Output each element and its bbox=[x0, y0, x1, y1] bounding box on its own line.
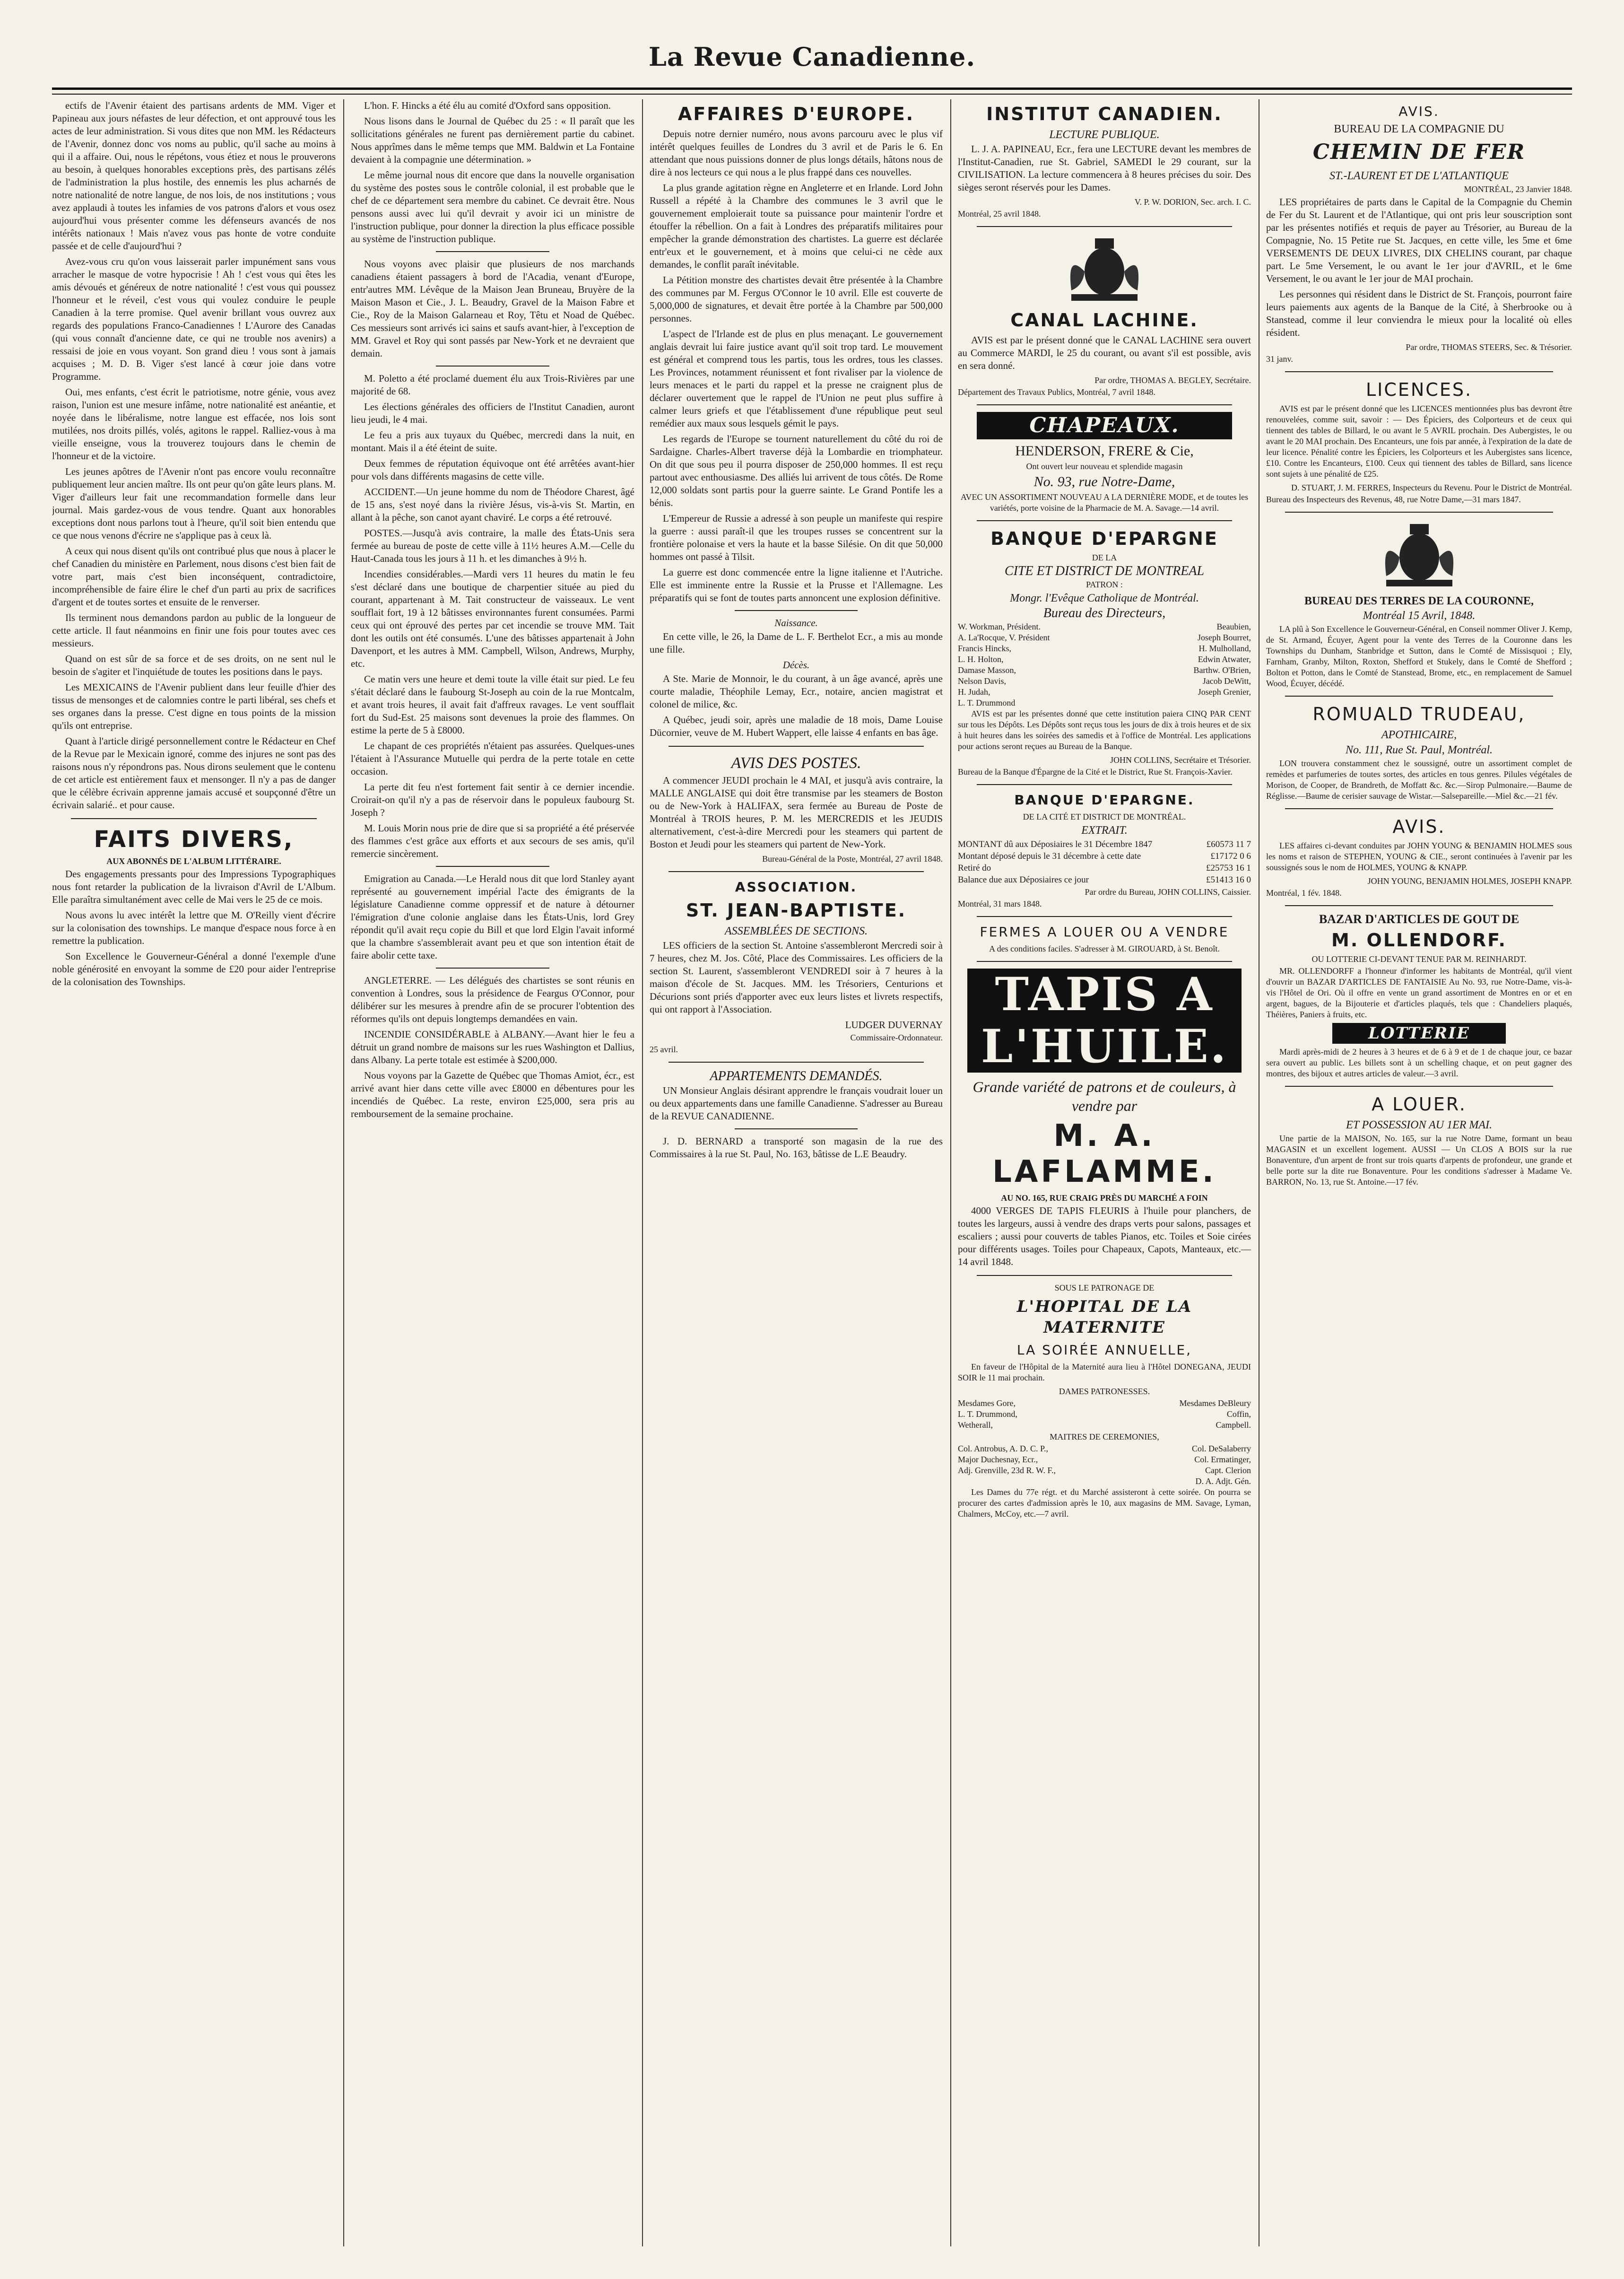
appartements-heading: APPARTEMENTS DEMANDÉS. bbox=[710, 1069, 883, 1083]
article-paragraph: L'aspect de l'Irlande est de plus en plus menaçant. Le gouvernement anglais devrait lui faire justice avant qu'il soit trop tard. Le mouvement est général et comprend tous les partis, tous les ordres, tous les classes. Les Provinces, notamment réunissent et font rivaliser par la violence de leurs menaces et le parti du rappel et la presse ne craignent plus de déclarer ouvertement que le rappel de l'Union ne peut plus suffire à calmer leurs griefs et que l'établissement d'une république peut seul remédier aux maux sous lesquels gémit le pays. bbox=[650, 328, 943, 429]
divider bbox=[669, 1062, 924, 1063]
chapeaux-text: AVEC UN ASSORTIMENT NOUVEAU A LA DERNIÈRE MODE, et de toutes les variétés, porte voisine de la Pharmacie de M. A. Savage.—14 avril. bbox=[960, 492, 1249, 513]
list-item: L. T. Drummond bbox=[958, 698, 1016, 707]
article-paragraph: M. Poletto a été proclamé duement élu aux Trois-Rivières par une majorité de 68. bbox=[351, 373, 634, 397]
list-item: Adj. Grenville, 23d R. W. F., Capt. Clerion bbox=[958, 1466, 1251, 1475]
column-1 bbox=[52, 99, 336, 2246]
column-rule bbox=[950, 99, 951, 2246]
article-paragraph: Quand on est sûr de sa force et de ses droits, on ne sent nul le besoin de s'agiter et l'inquiétude de toutes les positions dans le pays. bbox=[52, 653, 336, 677]
notice-text: LES officiers de la section St. Antoine s'assembleront Mercredi soir à 7 heures, chez M. Jos. Côté, Place des Commissaires. Les officiers de la section St. Laurent, s'assembleront VENDREDI soir à 7 heures à la maison d'école de St. Jacques. MM. les Trésoriers, Centurions et Décurions sont priés d'apporter avec eux leurs listes et livrets respectifs, qui ont rapport à l'Association. bbox=[650, 940, 943, 1015]
tapis-address: AU NO. 165, RUE CRAIG PRÈS DU MARCHÉ A FOIN bbox=[1001, 1193, 1208, 1203]
romuald-address: No. 111, Rue St. Paul, Montréal. bbox=[1345, 744, 1493, 756]
chemin-de-fer-heading: CHEMIN DE FER bbox=[1312, 140, 1526, 164]
notice-text: MR. OLLENDORFF a l'honneur d'informer les habitants de Montréal, qu'il vient d'ouvrir un BAZAR D'ARTICLES DE FANTAISIE Au No. 93, rue Notre-Dame, vis-à-vis l'Hôtel de Ori. Où il offre en vente un grand assortiment de Montres en or et en argent, bagues, de la Bijouterie et d'articles plaqués, tels que : Chandeliers plaqués, Théières, Paniers à fruits, etc. bbox=[1266, 966, 1572, 1019]
article-paragraph: Ils terminent nous demandons pardon au public de la longueur de cette article. Il faut néanmoins en finir une fois pour toutes avec ces messieurs. bbox=[52, 612, 336, 649]
divider bbox=[436, 968, 549, 969]
article-paragraph: INCENDIE CONSIDÉRABLE à ALBANY.—Avant hier le feu a détruit un grand nombre de maisons sur les rues Washington et Dallius, dans Albany. La perte totale est estimée à $200,000. bbox=[351, 1029, 634, 1065]
stjb-subheading: ASSEMBLÉES DE SECTIONS. bbox=[725, 925, 868, 937]
canal-heading: CANAL LACHINE. bbox=[1010, 310, 1198, 331]
notice-text: En faveur de l'Hôpital de la Maternité aura lieu à l'Hôtel DONEGANA, JEUDI SOIR le 11 mai prochain. bbox=[958, 1362, 1251, 1382]
notice-text: LA plû à Son Excellence le Gouverneur-Général, en Conseil nommer Oliver J. Kemp, de St. Armand, Écuyer, Agent pour la vente des Terres de la Couronne dans les Townships du Dunham, Stanbridge et Sutton, dans le Comté de Missisquoi ; Ely, Farnham, Granby, Milton, Roxton, Shefford et Stukely, dans le Comté de Shefford ; Bolton et Potton, dans le Comté de Stanstead, Brome, etc., en remplacement de Samuel Wood, Écuyer, décédé. bbox=[1266, 624, 1572, 688]
directors-list bbox=[958, 621, 1251, 708]
notice-text: AVIS est par les présentes donné que cette institution paiera CINQ PAR CENT sur tous les Dépôts. Les Dépôts sont reçus tous les jours de dix à trois heures et de six à huit heures dans les soirées des samedis et à l'office de Montréal. Les applications pour actions seront reçues au Bureau de la Banque. bbox=[958, 709, 1251, 751]
divider bbox=[735, 610, 858, 611]
faits-subheading: AUX ABONNÉS DE L'ALBUM LITTÉRAIRE. bbox=[106, 856, 281, 866]
newspaper-title: La Revue Canadienne. bbox=[648, 42, 976, 72]
divider bbox=[1285, 905, 1553, 906]
list-item: H. Judah, Joseph Grenier, bbox=[958, 687, 1251, 697]
list-item: Damase Masson, Barthw. O'Brien, bbox=[958, 665, 1251, 675]
chapeaux-text: Ont ouvert leur nouveau et splendide magasin bbox=[1026, 462, 1183, 471]
article-paragraph: Le chapant de ces propriétés n'étaient pas assurées. Quelques-unes l'étaient à l'Assurance Mutuelle qui perdra de la perte totale en cette occasion. bbox=[351, 740, 634, 777]
notice-text: UN Monsieur Anglais désirant apprendre le français voudrait louer un ou deux appartements dans une famille Canadienne. S'adresser au Bureau de la REVUE CANADIENNE. bbox=[650, 1085, 943, 1122]
article-paragraph: ectifs de l'Avenir étaient des partisans ardents de MM. Viger et Papineau aux jours néfastes de leur défection, et ont approuvé tous les actes de leur administration. Si vous dites que non MM. les Rédacteurs de l'Avenir, donnez donc vos noms au public, qu'il sache au moins à qui il a affaire. Oui, nous le répétons, vous étiez et nous le prouverons au besoin, à quelques honorables exceptions près, des partisans zélés de l'administration la plus hostile, des ennemis les plus acharnés de notre nationalité de notre langue, de nos lois, de nos institutions ; vous avez applaudi à toutes les infamies de vos patrons d'alors et vous osez aujourd'hui vous présenter comme les défenseurs avancés de nos intérêts nationaux ! Mais n'avez vous pas honte de votre conduite passée et de celle d'aujourd'hui ? bbox=[52, 100, 336, 252]
notice-text: 4000 VERGES DE TAPIS FLEURIS à l'huile pour planchers, de toutes les largeurs, aussi à vendre des draps verts pour salons, passages et escaliers ; aussi pour couverts de tables Pianos, etc. Toiles et Soie cirées pour différents usages. Toiles pour Chapeaux, Capots, Manteaux, etc.—14 avril 1848. bbox=[958, 1205, 1251, 1267]
notice-signature: Par ordre du Bureau, JOHN COLLINS, Caissier. bbox=[1085, 887, 1251, 897]
article-paragraph: Ce matin vers une heure et demi toute la ville était sur pied. Le feu s'était déclaré dans le faubourg St-Joseph au coin de la rue Montcalm, et avant trois heures, il avait fait d'affreux ravages. Le vent soufflait fort du Sud-Est. 25 maisons sont devenues la proie des flammes. On estime la perte de 5 à £8000. bbox=[351, 673, 634, 736]
avis2-heading: AVIS. bbox=[1392, 816, 1446, 837]
dames-list bbox=[958, 1398, 1251, 1431]
notice-date: Département des Travaux Publics, Montréal, 7 avril 1848. bbox=[958, 387, 1155, 397]
notice-date: Montréal, 31 mars 1848. bbox=[958, 899, 1042, 908]
list-item: A. La'Rocque, V. Président Joseph Bourret, bbox=[958, 633, 1251, 642]
article-paragraph: Le feu a pris aux tuyaux du Québec, mercredi dans la nuit, en montant. Mais il a été éteint de suite. bbox=[351, 429, 634, 454]
banque-patron-label: PATRON : bbox=[1086, 580, 1123, 589]
ollendorf-name: M. OLLENDORF. bbox=[1331, 930, 1507, 951]
banque-of: DE LA bbox=[1092, 553, 1117, 562]
notice-text: LES propriétaires de parts dans le Capital de la Compagnie du Chemin de Fer du St. Laurent et de l'Atlantique, qui ont pris leur souscription sont par les présentes notifiés et requis de payer au Trésorier, au Bureau de la Compagnie, No. 15 Petite rue St. Jacques, en cette ville, les 5me et 6me VERSEMENTS DE DEUX LIVRES, DIX CHELINS courant, par chaque part. Le 5me Versement, le ou avant le 1er jour d'AVRIL, et le 6me Versement, le ou avant le 1er jour de MAI prochain. bbox=[1266, 196, 1572, 284]
notice-signature: LUDGER DUVERNAY bbox=[845, 1019, 943, 1030]
divider bbox=[669, 871, 924, 872]
divider bbox=[1285, 696, 1553, 697]
list-item: Col. Antrobus, A. D. C. P., Col. DeSalaberry bbox=[958, 1444, 1251, 1453]
fermes-text: A des conditions faciles. S'adresser à M. GIROUARD, à St. Benoît. bbox=[989, 944, 1220, 953]
list-item: Mesdames Gore, Mesdames DeBleury bbox=[958, 1398, 1251, 1408]
divider bbox=[977, 784, 1232, 785]
article-paragraph: Nous avons lu avec intérêt la lettre que M. O'Reilly vient d'écrire sur la colonisation des townships. Le manque d'espace nous force à en remettre la publication. bbox=[52, 909, 336, 946]
notice-date: 25 avril. bbox=[650, 1045, 678, 1054]
chapeaux-firm: HENDERSON, FRERE & Cie, bbox=[1015, 443, 1194, 459]
list-item: W. Workman, Président. Beaubien, bbox=[958, 622, 1251, 631]
divider bbox=[977, 1275, 1232, 1276]
avis-heading: AVIS. bbox=[1398, 104, 1440, 119]
soiree-patronage: SOUS LE PATRONAGE DE bbox=[1054, 1283, 1155, 1292]
notice-text: LON trouvera constamment chez le soussigné, outre un assortiment complet de remèdes et parfumeries de toutes sortes, des articles en tous genres. Pilules végétales de Morison, de Cooper, de Brandreth, de Moffatt &c. &c.—Sirop Pulmonaire.—Baume de Réglisse.—Baume de cerisier sauvage de Wistar.—Salsepareille.—Miel &c.—21 fév. bbox=[1266, 759, 1572, 801]
article-paragraph: ANGLETERRE. — Les délégués des chartistes se sont réunis en convention à Londres, sous la présidence de Feargus O'Connor, pour délibérer sur les mesures à prendre afin de se procurer l'obtention des réformes qu'ils ont depuis longtemps demandées en vain. bbox=[351, 975, 634, 1024]
chemin-subheading: ST.-LAURENT ET DE L'ATLANTIQUE bbox=[1329, 170, 1509, 182]
dames-heading: DAMES PATRONESSES. bbox=[1059, 1387, 1150, 1396]
association-heading: ASSOCIATION. bbox=[735, 879, 858, 895]
column-4 bbox=[958, 99, 1251, 2246]
masthead-rule bbox=[52, 87, 1572, 95]
list-item: Major Duchesnay, Ecr., Col. Ermatinger, bbox=[958, 1455, 1251, 1464]
divider bbox=[669, 746, 924, 747]
article-paragraph: M. Louis Morin nous prie de dire que si sa propriété a été préservée des flammes c'est grâce aux efforts et aux secours de ses amis, qu'il remercie sincèrement. bbox=[351, 822, 634, 859]
list-item: Wetherall, Campbell. bbox=[958, 1420, 1251, 1430]
article-paragraph: La plus grande agitation règne en Angleterre et en Irlande. Lord John Russell a répété à la Chambre des communes le 3 avril que le gouvernement emploierait toute sa puissance pour maintenir l'ordre et étouffer la rébellion. On a fait à Londres des préparatifs militaires pour empêcher la grande démonstration des chartistes. La guerre est déclarée entr'eux et le gouvernement, et à moins que celui-ci ne cède aux demandes, le conflit paraît inévitable. bbox=[650, 182, 943, 270]
bureau-line: BUREAU DE LA COMPAGNIE DU bbox=[1334, 123, 1504, 135]
terres-date: Montréal 15 Avril, 1848. bbox=[1363, 610, 1476, 622]
terres-heading: BUREAU DES TERRES DE LA COURONNE, bbox=[1304, 595, 1534, 607]
notice-signature: D. STUART, J. M. FERRES, Inspecteurs du Revenu. Pour le District de Montréal. bbox=[1291, 483, 1572, 492]
article-paragraph: En cette ville, le 26, la Dame de L. F. Berthelot Ecr., a mis au monde une fille. bbox=[650, 631, 943, 655]
list-item: L. T. Drummond, Coffin, bbox=[958, 1409, 1251, 1419]
article-paragraph: POSTES.—Jusqu'à avis contraire, la malle des États-Unis sera fermée au bureau de poste de cette ville à 11½ heures A.M.—Celle du Haut-Canada tous les jours à 11 h. et les dimanches à 9½ h. bbox=[351, 527, 634, 564]
divider bbox=[977, 520, 1232, 521]
affaires-europe-heading: AFFAIRES D'EUROPE. bbox=[677, 104, 915, 124]
notice-signature: Par ordre, THOMAS STEERS, Sec. & Trésorier. bbox=[1406, 342, 1572, 352]
notice-text: AVIS est par le présent donné que le CANAL LACHINE sera ouvert au Commerce MARDI, le 25 du courant, ou avant s'il est possible, avis en sera donné. bbox=[958, 334, 1251, 371]
list-item: D. A. Adjt. Gén. bbox=[1195, 1476, 1251, 1486]
stjb-heading: ST. JEAN-BAPTISTE. bbox=[686, 900, 907, 921]
article-paragraph: Quant à l'article dirigé personnellement contre le Rédacteur en Chef de la Revue par le Mexicain ignoré, comme des injures ne sont pas des raisons nous n'y répondrons pas. Nous dirons seulement que le contenu de cet article est entièrement faux et mensonger. Il n'y a pas de danger que le célèbre écrivain apprenne jamais accusé et soupçonné d'être un écrivain salarié.. et pour cause. bbox=[52, 735, 336, 811]
list-item: Nelson Davis, Jacob DeWitt, bbox=[958, 676, 1251, 686]
article-paragraph: Emigration au Canada.—Le Herald nous dit que lord Stanley ayant représenté au gouvernement impérial l'acte des émigrants de la législature Canadienne comme oppressif et de nature à détourner l'émigration d'une colonie anglaise dans les États-Unis, lord Grey répondit qu'il avait reçu copie du Bill et que lord Elgin l'avait informé que la chambre s'assemblerait avant peu et que son intention était de faire abolir cette taxe. bbox=[351, 873, 634, 961]
laflamme-name: M. A. LAFLAMME. bbox=[992, 1118, 1216, 1189]
columns bbox=[52, 99, 1572, 2246]
divider bbox=[1285, 371, 1553, 372]
maitres-list bbox=[958, 1443, 1251, 1487]
notice-text: Les personnes qui résident dans le District de St. François, pourront faire leurs paiements aux agents de la Banque de la Cité, à Sherbrooke ou à Stanstead, comme il leur conviendra le mieux pour la localité où elles résident. bbox=[1266, 288, 1572, 338]
divider bbox=[436, 866, 549, 867]
article-paragraph: La guerre est donc commencée entre la ligne italienne et l'Autriche. Elle est imminente entre la Russie et la Prusse et l'Allemagne. Les préparatifs qui se font de toutes parts annoncent une explosion définitive. bbox=[650, 567, 943, 603]
article-paragraph: La perte dit feu n'est fortement fait sentir à ce dernier incendie. Croirait-on qu'il n'y a pas de réservoir dans le populeux faubourg St. Joseph ? bbox=[351, 781, 634, 818]
bazar-subheading: OU LOTTERIE CI-DEVANT TENUE PAR M. REINHARDT. bbox=[1311, 954, 1527, 964]
divider bbox=[71, 818, 317, 819]
article-paragraph: Les MEXICAINS de l'Avenir publient dans leur feuille d'hier des tissus de mensonges et de calomnies contre le parti libéral, ses chefs et ses organes dans la presse. C'est digne en tous points de la mission qu'ils ont entreprise. bbox=[52, 681, 336, 731]
article-paragraph: A ceux qui nous disent qu'ils ont contribué plus que nous à placer le chef Canadien du ministère en Parlement, nous disons c'est bien fait de votre part, mais c'est bien inconséquent, contradictoire, incompréhensible de faire élire le chef d'un parti au prix de sacrifices d'argent et de toutes sortes et ensuite de le renverser. bbox=[52, 545, 336, 608]
table-row: Balance due aux Déposiaires ce jour £51413 16 0 bbox=[958, 875, 1251, 885]
notice-text: Mardi après-midi de 2 heures à 3 heures et de 6 à 9 et de 1 de chaque jour, ce bazar sera ouvert au public. Les billets sont à un schelling chaque, et on peut gagner des montres, des bijoux et autres articles de valeur.—3 avril. bbox=[1266, 1047, 1572, 1078]
tapis-subheading: Grande variété de patrons et de couleurs, à vendre par bbox=[973, 1078, 1236, 1114]
notice-signature: Par ordre, THOMAS A. BEGLEY, Secrétaire. bbox=[1094, 375, 1251, 385]
chapeaux-address: No. 93, rue Notre-Dame, bbox=[1033, 474, 1175, 489]
divider bbox=[1285, 808, 1553, 809]
column-3 bbox=[650, 99, 943, 2246]
notice-address: Bureau des Inspecteurs des Revenus, 48, rue Notre Dame,—31 mars 1847. bbox=[1266, 495, 1521, 504]
table-row: Montant déposé depuis le 31 décembre à cette date £17172 0 6 bbox=[958, 851, 1251, 861]
notice-signature-title: Commissaire-Ordonnateur. bbox=[850, 1033, 943, 1042]
notice-date: Montréal, 25 avril 1848. bbox=[958, 209, 1041, 218]
article-paragraph: Nous lisons dans le Journal de Québec du 25 : « Il paraît que les sollicitations générales ne furent pas dernièrement partie du cabinet. Nous apprîmes dans le même temps que MM. Baldwin et La Fontaine devaient à la compagnie une détermination. » bbox=[351, 115, 634, 165]
column-rule bbox=[642, 99, 643, 2246]
maternite-heading: L'HOPITAL DE LA MATERNITE bbox=[1016, 1297, 1192, 1337]
banque-bureau: Bureau des Directeurs, bbox=[1043, 606, 1166, 620]
column-2 bbox=[351, 99, 634, 2246]
divider bbox=[977, 226, 1232, 227]
article-paragraph: L'hon. F. Hincks a été élu au comité d'Oxford sans opposition. bbox=[364, 100, 611, 111]
soiree-heading: LA SOIRÉE ANNUELLE, bbox=[1016, 1342, 1192, 1358]
article-paragraph: Le même journal nous dit encore que dans la nouvelle organisation du système des postes sous le contrôle colonial, il est probable que le chef de ce département sera membre du cabinet. Ce devrait être. Nous pensons aussi avec lui qu'il devrait y avoir ici un ministre de l'instruction publique, pour donner la direction la plus efficace possible au système de l'instruction publique. bbox=[351, 169, 634, 244]
royal-arms-icon bbox=[1372, 519, 1467, 590]
article-paragraph: Oui, mes enfants, c'est écrit le patriotisme, notre génie, vous avez raison, l'union est une mesure infâme, notre nationalité est anéantie, et noyée dans le libéralisme, notre langue est effacée, nos lois sont mutilées, nos droits pillés, volés, agitons le rappel. Ralliez-vous à ma vieille enseigne, vous la trouverez toujours dans le chemin de l'honneur et de la victoire. bbox=[52, 386, 336, 462]
article-paragraph: L'Empereur de Russie a adressé à son peuple un manifeste qui respire la guerre : aussi paraît-il que les troupes russes se concentrent sur la frontière polonaise et vers la haute et la basse Silésie. On dit que 50,000 hommes ont passé à Tilsit. bbox=[650, 513, 943, 562]
notice-text: AVIS est par le présent donné que les LICENCES mentionnées plus bas devront être renouvelées, comme suit, savoir : — Des Épiciers, des Colporteurs et de ceux qui tiennent des tables de Billard, le ou avant le 5 AVRIL prochain. Des Aubergistes, le ou avant le 20 MAI prochain. Des Encanteurs, une fois par année, à l'expiration de la date de leur licence. Pénalité contre les Épiciers, les Colporteurs et les Aubergistes sans licence, £10. Contre les Encanteurs, £100. Ceux qui tiennent des tables de Billard, sans licence sont sujets à une pénalité de £25. bbox=[1266, 404, 1572, 479]
notice-text: J. D. BERNARD a transporté son magasin de la rue des Commissaires à la rue St. Paul, No. 163, bâtisse de L.E Beaudry. bbox=[650, 1135, 943, 1160]
divider bbox=[1285, 1086, 1553, 1087]
article-paragraph: La Pétition monstre des chartistes devait être présentée à la Chambre des communes par M. Fergus O'Connor le 10 avril. Elle est couverte de 5,000,000 de signatures, et devait être portée à la Chambre par 500,000 personnes. bbox=[650, 274, 943, 324]
romuald-name: ROMUALD TRUDEAU, bbox=[1312, 704, 1526, 725]
notice-signature: V. P. W. DORION, Sec. arch. I. C. bbox=[1134, 197, 1251, 207]
article-paragraph: Son Excellence le Gouverneur-Général a donné l'exemple d'une noble générosité en envoyant la somme de £20 pour aider l'entreprise de la colonisation des Townships. bbox=[52, 951, 336, 987]
notice-date: 31 janv. bbox=[1266, 354, 1293, 364]
masthead bbox=[52, 28, 1572, 85]
notice-text: A commencer JEUDI prochain le 4 MAI, et jusqu'à avis contraire, la MALLE ANGLAISE qui doit être transmise par les steamers de Boston ou de New-York à HALIFAX, sera fermée au Bureau de Poste de Montréal à TROIS heures, P. M. les MERCREDIS et les JEUDIS alternativement, c'est-à-dire Mercredi pour les steamers qui partent de Boston et Jeudi pour les steamers qui partent de New-York. bbox=[650, 775, 943, 850]
notice-date: Montréal, 1 fév. 1848. bbox=[1266, 888, 1342, 898]
banque2-subheading: DE LA CITÉ ET DISTRICT DE MONTRÉAL. bbox=[1023, 812, 1186, 821]
column-5 bbox=[1266, 99, 1572, 2246]
list-item: L. H. Holton, Edwin Atwater, bbox=[958, 655, 1251, 664]
notice-signature: Bureau-Général de la Poste, Montréal, 27 avril 1848. bbox=[762, 854, 943, 864]
bazar-heading: BAZAR D'ARTICLES DE GOUT DE bbox=[1319, 912, 1520, 926]
article-paragraph: Incendies considérables.—Mardi vers 11 heures du matin le feu s'est déclaré dans une boutique de charpentier située au pied du courant, appartenant à M. Tait constructeur de vaisseaux. Le vent soufflait fort, 19 à 12 bâtisses environnantes furent consumées. Parmi ceux qui ont éprouvé des pertes par cet incendie se trouve MM. Tait dont les outils ont été consumés. L'une des bâtisses appartenait à John Davenport, et les autres à MM. Campbell, Wilson, Andrews, Murphy, etc. bbox=[351, 568, 634, 669]
institut-heading: INSTITUT CANADIEN. bbox=[986, 104, 1223, 124]
article-paragraph: Les élections générales des officiers de l'Institut Canadien, auront lieu jeudi, le 4 mai. bbox=[351, 401, 634, 425]
article-paragraph: Avez-vous cru qu'on vous laisserait parler impunément sans vous arracher le masque de votre hypocrisie ! Ah ! c'est vous qui êtes les amis dévoués et généreux de notre nationalité ! c'est vous qui poussez l'honneur et le réveil, c'est vous qui voulez conduire le peuple Canadien à la terre promise. Quel avenir brillant vous ouvrez aux regards des populations Franco-Canadiennes ! L'Aurore des Canadas (qui vous connaît d'ancienne date, ce qui ne trouble nos avenirs) a ressaisi de joie en vous voyant. Son grand dieu ! vous sont à jamais acquises ; M. D. B. Viger s'est lancé à cœur joie dans votre Programme. bbox=[52, 256, 336, 382]
article-paragraph: ACCIDENT.—Un jeune homme du nom de Théodore Charest, âgé de 15 ans, s'est noyé dans la rivière Jésus, vis-à-vis St. Martin, en allant à la pêche, son canot ayant chaviré. Le corps a été retrouvé. bbox=[351, 486, 634, 523]
naissance-heading: Naissance. bbox=[774, 617, 818, 629]
banque2-heading: BANQUE D'EPARGNE. bbox=[1014, 792, 1195, 808]
divider bbox=[436, 366, 549, 367]
divider bbox=[436, 251, 549, 252]
divider bbox=[977, 916, 1232, 917]
notice-date: MONTRÉAL, 23 Janvier 1848. bbox=[1464, 184, 1572, 194]
article-paragraph: A Québec, jeudi soir, après une maladie de 18 mois, Dame Louise Dücornier, veuve de M. Hubert Wappert, elle laisse 4 enfants en bas âge. bbox=[650, 714, 943, 738]
loterie-heading: LOTTERIE bbox=[1332, 1023, 1506, 1044]
article-paragraph: Des engagements pressants pour des Impressions Typographiques nous font retarder la publication de la livraison d'Avril de L'Album. Elle paraîtra simultanément avec celle de Mai vers le 25 de ce mois. bbox=[52, 868, 336, 905]
list-item: Francis Hincks, H. Mulholland, bbox=[958, 644, 1251, 653]
article-paragraph: Depuis notre dernier numéro, nous avons parcouru avec le plus vif intérêt quelques feuilles de Londres du 3 avril et de Paris le 6. En attendant que nous puissions donner de plus longs détails, hâtons nous de dire à nos lecteurs ce qui nous a le plus frappé dans ces nouvelles. bbox=[650, 128, 943, 178]
fermes-heading: FERMES A LOUER OU A VENDRE bbox=[980, 924, 1229, 940]
article-paragraph: Nous voyons avec plaisir que plusieurs de nos marchands canadiens étaient passagers à bord de l'Acadia, venant d'Europe, entr'autres MM. Lévêque de la Maison Jean Bruneau, Bruyère de la Maison Mason et Cie., J. L. Beaudry, Gravel de la Maison Fabre et Cie., Roy de la Maison Galarneau et Roy, Têtu et Noad de Québec. Ces messieurs sont arrivés ici sains et saufs avant-hier, à l'exception de MM. Gravel et Roy qui sont passés par New-York et ne devraient que demain. bbox=[351, 258, 634, 359]
tapis-heading: TAPIS A L'HUILE. bbox=[967, 969, 1242, 1073]
article-paragraph: Les jeunes apôtres de l'Avenir n'ont pas encore voulu reconnaître publiquement leur ancien maître. Ils ont peur qu'on gâte leurs plans. M. Viger d'ailleurs leur fait une recommandation formelle dans leur journal. Mais gardez-vous de vous tendre. Quant aux honorables exceptions dont nous parlons tout à l'heure, qu'il soit bien entendu que ce que nous venons d'écrire ne s'applique pas à ceux là. bbox=[52, 466, 336, 541]
article-paragraph: Nous voyons par la Gazette de Québec que Thomas Amiot, écr., est arrivé avant hier dans cette ville avec £8000 en débentures pour les incendiés de Québec. La reste, environ £25,000, sera pris au remboursement de la semaine prochaine. bbox=[351, 1070, 634, 1119]
royal-arms-icon bbox=[1057, 234, 1152, 305]
column-rule bbox=[343, 99, 344, 2246]
notice-text: Les Dames du 77e régt. et du Marché assisteront à cette soirée. On pourra se procurer des cartes d'admission après le 10, aux magasins de MM. Savage, Lyman, Chalmers, McCoy, etc.—7 avril. bbox=[958, 1487, 1251, 1519]
notice-address: Bureau de la Banque d'Épargne de la Cité et le District, Rue St. François-Xavier. bbox=[958, 767, 1233, 777]
notice-text: LES affaires ci-devant conduites par JOHN YOUNG & BENJAMIN HOLMES sous les noms et raison de STEPHEN, YOUNG & CIE., seront continuées à l'avenir par les soussignés sous le nom de HOLMES, YOUNG & KNAPP. bbox=[1266, 841, 1572, 872]
article-paragraph: Deux femmes de réputation équivoque ont été arrêtées avant-hier pour vols dans différents magasins de cette ville. bbox=[351, 458, 634, 482]
notice-text: Une partie de la MAISON, No. 165, sur la rue Notre Dame, formant un beau MAGASIN et un excellent logement. AUSSI — Un CLOS A BOIS sur la rue Bonaventure, d'un arpent de front sur trois quarts d'arpents de profondeur, une grande et belle porte sur la dite rue Bonaventure. Pour les conditions s'adresser à Madame Ve. BARRON, No. 13, rue St. Antoine.—17 fév. bbox=[1266, 1134, 1572, 1187]
institut-subheading: LECTURE PUBLIQUE. bbox=[1049, 129, 1160, 141]
alouer-subheading: ET POSSESSION AU 1ER MAI. bbox=[1346, 1119, 1493, 1131]
licences-heading: LICENCES. bbox=[1365, 379, 1473, 400]
romuald-title: APOTHICAIRE, bbox=[1381, 729, 1457, 741]
banque2-extrait: EXTRAIT. bbox=[1081, 824, 1128, 837]
divider bbox=[977, 404, 1232, 405]
alouer-heading: A LOUER. bbox=[1372, 1094, 1467, 1115]
newspaper-page bbox=[52, 28, 1572, 2251]
deces-heading: Décès. bbox=[782, 659, 810, 671]
banque-patron: Mongr. l'Evêque Catholique de Montréal. bbox=[1010, 592, 1199, 604]
maitres-heading: MAITRES DE CEREMONIES, bbox=[1050, 1432, 1159, 1441]
banque-city: CITE ET DISTRICT DE MONTREAL bbox=[1004, 564, 1205, 578]
notice-text: L. J. A. PAPINEAU, Ecr., fera une LECTURE devant les membres de l'Institut-Canadien, rue St. Gabriel, SAMEDI le 29 courant, sur la CIVILISATION. La lecture commencera à 8 heures précises du soir. Des sièges seront réservés pour les Dames. bbox=[958, 143, 1251, 193]
article-paragraph: Les regards de l'Europe se tournent naturellement du côté du roi de Sardaigne. Charles-Albert traverse déjà la Lombardie en triomphateur. On dit que sous peu il pourra disposer de 250,000 hommes. Il est reçu partout avec enthousiasme. Des alliés lui arrivent de tous côtés. De Rome 12,000 soldats sont partis pour la guerre sainte. Le Grand Pontife les a bénis. bbox=[650, 433, 943, 508]
table-row: Retiré do £25753 16 1 bbox=[958, 863, 1251, 873]
table-row: MONTANT dû aux Déposiaires le 31 Décembre 1847 £60573 11 7 bbox=[958, 839, 1251, 849]
faits-divers-heading: FAITS DIVERS, bbox=[94, 826, 294, 853]
notice-signature: JOHN COLLINS, Secrétaire et Trésorier. bbox=[1110, 755, 1251, 765]
notice-signature: JOHN YOUNG, BENJAMIN HOLMES, JOSEPH KNAPP. bbox=[1367, 876, 1572, 886]
divider bbox=[977, 961, 1232, 962]
chapeaux-heading: CHAPEAUX. bbox=[977, 412, 1232, 439]
divider bbox=[735, 1128, 858, 1129]
banque-heading: BANQUE D'EPARGNE bbox=[990, 528, 1218, 549]
divider bbox=[1285, 512, 1553, 513]
article-paragraph: A Ste. Marie de Monnoir, le du courant, à un âge avancé, après une courte maladie, Théophile Lemay, Ecr., notaire, ancien magistrat et colonel de milice, &c. bbox=[650, 673, 943, 710]
avis-postes-heading: AVIS DES POSTES. bbox=[731, 754, 861, 772]
